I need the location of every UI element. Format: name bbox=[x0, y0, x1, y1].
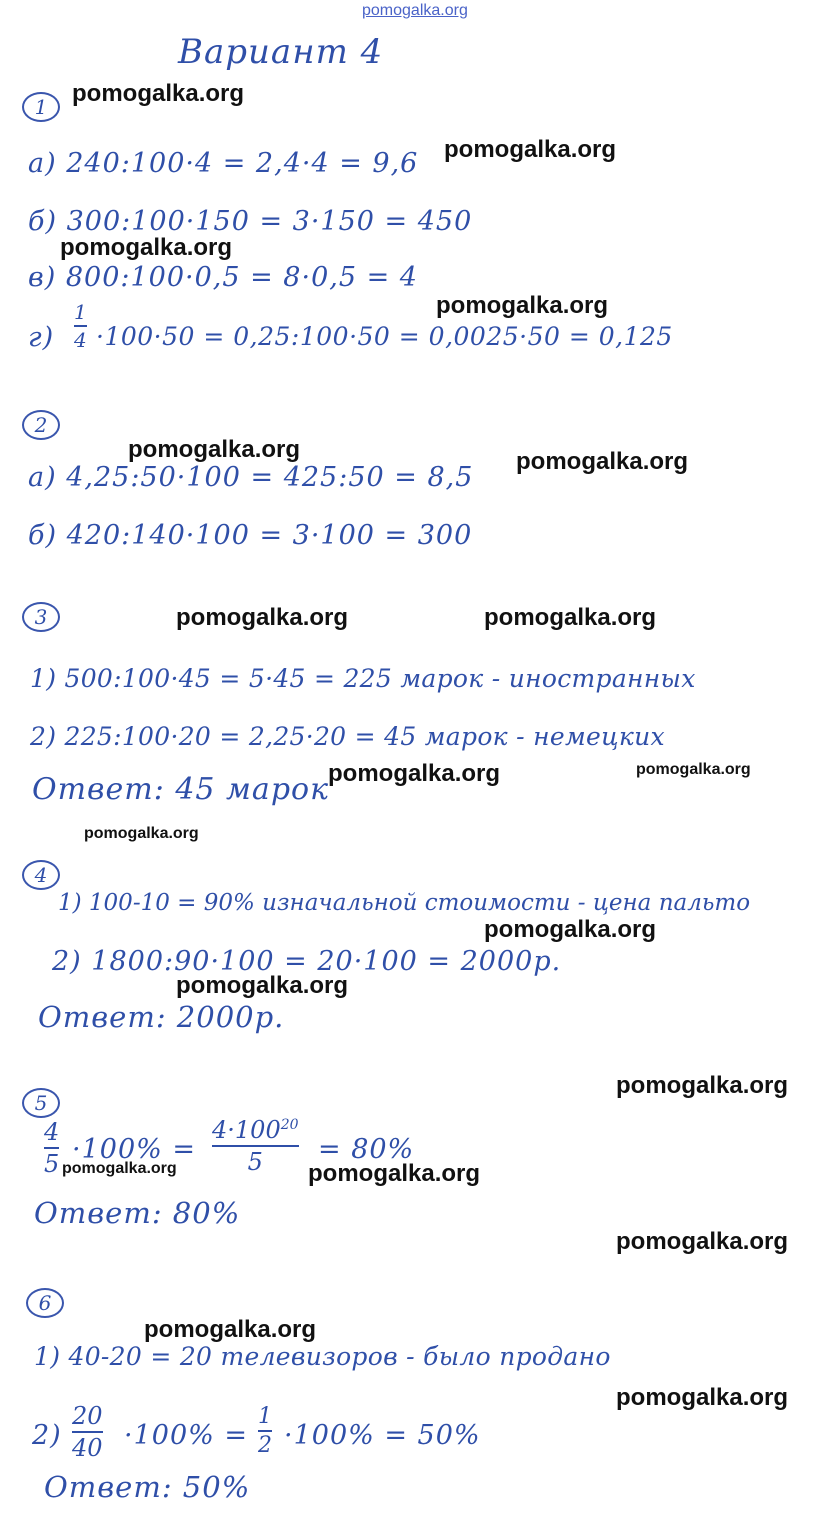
task-6-fraction-1-denominator: 40 bbox=[72, 1434, 103, 1462]
task-3-line-1: 1) 500:100·45 = 5·45 = 225 марок - иностранных bbox=[30, 664, 696, 693]
task-5-fraction-2-numerator bbox=[212, 1116, 299, 1144]
task-4-line-2: 2) 1800:90·100 = 20·100 = 2000р. bbox=[52, 946, 562, 977]
task-3-line-2: 2) 225:100·20 = 2,25·20 = 45 марок - немецких bbox=[30, 722, 665, 751]
watermark: pomogalka.org bbox=[484, 916, 657, 943]
task-6-line-2-prefix: 2) bbox=[32, 1420, 62, 1451]
watermark: pomogalka.org bbox=[176, 604, 349, 631]
task-3-answer: Ответ: 45 марок bbox=[32, 772, 329, 807]
task-4-answer: Ответ: 2000р. bbox=[38, 1000, 285, 1034]
task-1-fraction-denominator: 4 bbox=[74, 328, 87, 352]
site-label: pomogalka.org bbox=[362, 2, 468, 19]
watermark: pomogalka.org bbox=[436, 292, 609, 319]
watermark: pomogalka.org bbox=[308, 1160, 481, 1187]
task-1-line-v: в) 800:100·0,5 = 8·0,5 = 4 bbox=[28, 262, 418, 293]
watermark: pomogalka.org bbox=[328, 760, 501, 787]
task-1-line-g-prefix: г) bbox=[28, 322, 55, 353]
task-6-fraction-2-numerator: 1 bbox=[258, 1404, 272, 1429]
watermark: pomogalka.org bbox=[144, 1316, 317, 1343]
task-4-line-1: 1) 100-10 = 90% изначальной стоимости - цена пальто bbox=[58, 890, 751, 916]
watermark: pomogalka.org bbox=[176, 972, 349, 999]
watermark: pomogalka.org bbox=[616, 1228, 789, 1255]
task-1-line-b: б) 300:100·150 = 3·150 = 450 bbox=[28, 206, 473, 237]
task-5-answer: Ответ: 80% bbox=[34, 1196, 241, 1230]
watermark: pomogalka.org bbox=[516, 448, 689, 475]
watermark: pomogalka.org bbox=[128, 436, 301, 463]
task-5-fraction-1-denominator: 5 bbox=[44, 1150, 60, 1178]
watermark: pomogalka.org bbox=[62, 1160, 177, 1177]
fraction-bar bbox=[72, 1431, 103, 1433]
task-2-number: 2 bbox=[22, 410, 60, 440]
task-5-number: 5 bbox=[22, 1088, 60, 1118]
task-5-fraction-2-denominator: 5 bbox=[247, 1148, 263, 1176]
task-1-line-a: а) 240:100·4 = 2,4·4 = 9,6 bbox=[28, 148, 419, 179]
task-4-number: 4 bbox=[22, 860, 60, 890]
watermark: pomogalka.org bbox=[616, 1384, 789, 1411]
task-5-result: = 80% bbox=[318, 1134, 415, 1165]
task-5-fraction-1 bbox=[44, 1118, 59, 1178]
task-2-line-b: б) 420:140·100 = 3·100 = 300 bbox=[28, 520, 473, 551]
fraction-bar bbox=[258, 1430, 272, 1432]
task-5-fraction-2-reduced: 20 bbox=[280, 1117, 299, 1133]
task-5-fraction-2 bbox=[212, 1116, 299, 1176]
watermark: pomogalka.org bbox=[636, 761, 751, 778]
task-5-multiplier: ·100% = bbox=[72, 1134, 196, 1165]
task-1-fraction bbox=[74, 300, 87, 352]
task-5-fraction-1-numerator: 4 bbox=[44, 1118, 60, 1146]
task-6-fraction-1 bbox=[72, 1402, 103, 1462]
task-5-fraction-2-numerator-value: 4·100 bbox=[212, 1116, 281, 1144]
watermark: pomogalka.org bbox=[84, 825, 199, 842]
watermark: pomogalka.org bbox=[60, 234, 233, 261]
page-title: Вариант 4 bbox=[178, 32, 384, 72]
task-1-number: 1 bbox=[22, 92, 60, 122]
task-6-fraction-2-denominator: 2 bbox=[258, 1433, 272, 1458]
watermark: pomogalka.org bbox=[484, 604, 657, 631]
task-6-number: 6 bbox=[26, 1288, 64, 1318]
fraction-bar bbox=[212, 1145, 299, 1147]
fraction-bar bbox=[74, 325, 87, 327]
task-6-answer: Ответ: 50% bbox=[44, 1470, 251, 1504]
task-6-fraction-2 bbox=[258, 1404, 272, 1458]
task-6-multiplier: ·100% = bbox=[124, 1420, 248, 1451]
watermark: pomogalka.org bbox=[616, 1072, 789, 1099]
task-1-line-g: ·100·50 = 0,25:100·50 = 0,0025·50 = 0,125 bbox=[96, 322, 673, 351]
task-1-fraction-numerator: 1 bbox=[74, 300, 87, 324]
task-6-result: ·100% = 50% bbox=[284, 1420, 481, 1451]
watermark: pomogalka.org bbox=[444, 136, 617, 163]
task-3-number: 3 bbox=[22, 602, 60, 632]
task-6-fraction-1-numerator: 20 bbox=[72, 1402, 103, 1430]
task-6-line-1: 1) 40-20 = 20 телевизоров - было продано bbox=[34, 1342, 611, 1371]
fraction-bar bbox=[44, 1147, 59, 1149]
task-2-line-a: а) 4,25:50·100 = 425:50 = 8,5 bbox=[28, 462, 474, 493]
watermark: pomogalka.org bbox=[72, 80, 245, 107]
